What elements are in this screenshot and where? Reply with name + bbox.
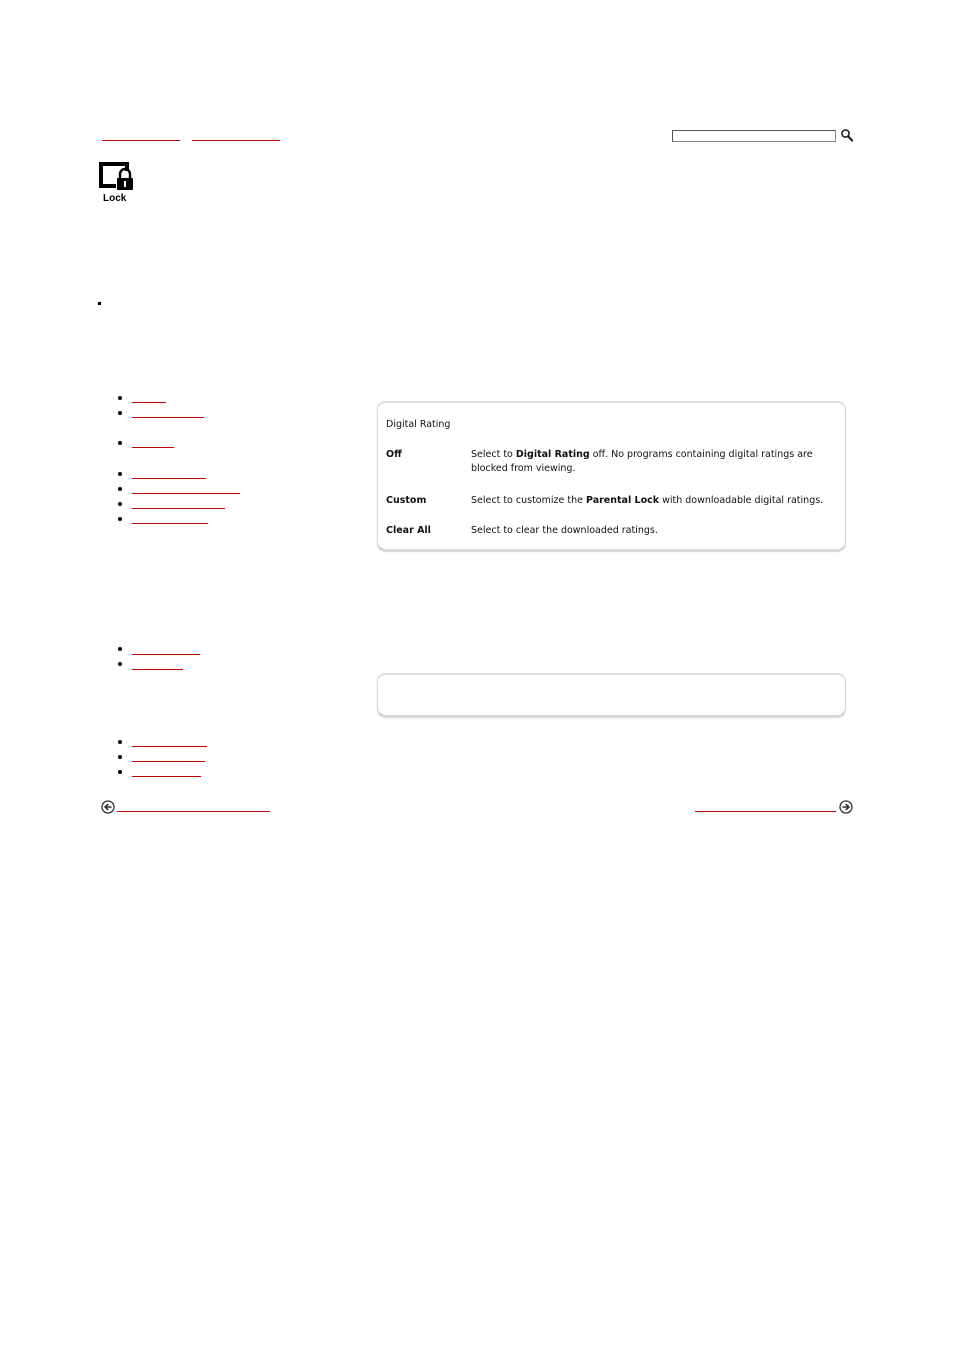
lock-label: Lock [103, 193, 127, 204]
next-page-link[interactable] [695, 811, 836, 812]
list-bullet [118, 441, 122, 445]
empty-panel [378, 674, 845, 715]
list-link[interactable] [132, 402, 166, 403]
list-link[interactable] [132, 493, 240, 494]
list-link[interactable] [132, 523, 208, 524]
list-bullet [118, 396, 122, 400]
breadcrumb-link-2[interactable] [192, 140, 280, 141]
list-bullet [118, 770, 122, 774]
row-key-off: Off [386, 449, 402, 460]
list-bullet [118, 740, 122, 744]
search-input[interactable] [672, 130, 836, 142]
row-key-custom: Custom [386, 495, 427, 506]
list-link[interactable] [132, 478, 206, 479]
list-link[interactable] [132, 669, 183, 670]
list-bullet [118, 517, 122, 521]
list-bullet [118, 662, 122, 666]
list-link[interactable] [132, 417, 204, 418]
row-desc-clear-all: Select to clear the downloaded ratings. [471, 525, 658, 536]
list-bullet [118, 647, 122, 651]
row-key-clear-all: Clear All [386, 525, 431, 536]
arrow-left-circle-icon[interactable] [101, 800, 115, 814]
row-desc-custom: Select to customize the Parental Lock with downloadable digital ratings. [471, 495, 824, 506]
row-desc-off: Select to Digital Rating off. No programs containing digital ratings are blocked from viewing. [471, 449, 813, 474]
list-link[interactable] [132, 746, 207, 747]
list-bullet [118, 411, 122, 415]
panel-shadow [382, 715, 841, 718]
breadcrumb-link-1[interactable] [102, 140, 180, 141]
list-link[interactable] [132, 654, 200, 655]
list-bullet [118, 502, 122, 506]
list-link[interactable] [132, 761, 205, 762]
list-bullet [118, 487, 122, 491]
list-bullet [118, 755, 122, 759]
prev-page-link[interactable] [117, 811, 270, 812]
list-link[interactable] [132, 508, 225, 509]
search-icon[interactable] [840, 128, 854, 142]
digital-rating-panel [378, 402, 845, 549]
arrow-right-circle-icon[interactable] [839, 800, 853, 814]
bullet-marker [98, 302, 101, 305]
list-bullet [118, 472, 122, 476]
panel-shadow [382, 549, 841, 552]
panel-heading: Digital Rating [386, 419, 451, 430]
list-link[interactable] [132, 447, 174, 448]
list-link[interactable] [132, 776, 201, 777]
